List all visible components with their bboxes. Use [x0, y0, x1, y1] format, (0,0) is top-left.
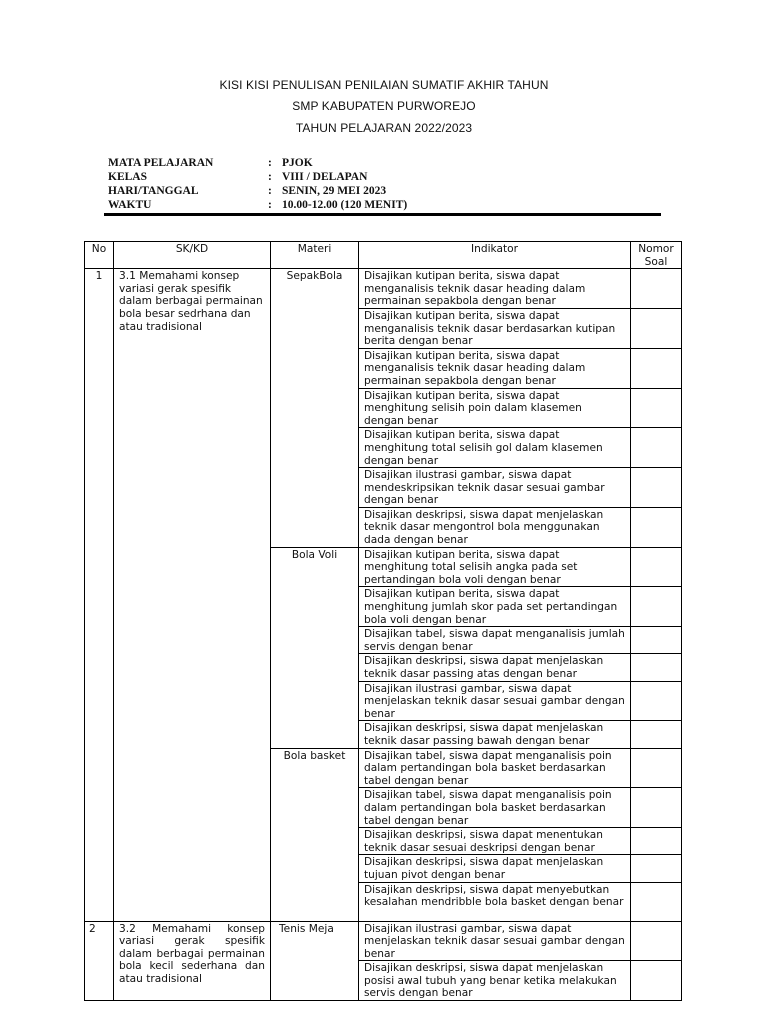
- col-header-materi: Materi: [271, 242, 359, 269]
- row-nomor-soal: [631, 921, 682, 961]
- row-nomor-soal: [631, 308, 682, 348]
- row-indikator: Disajikan kutipan berita, siswa dapat menghitung jumlah skor pada set pertandingan bola voli dengan benar: [359, 587, 631, 627]
- row-indikator: Disajikan kutipan berita, siswa dapat menghitung total selisih angka pada set pertandingan bola voli dengan benar: [359, 547, 631, 587]
- doc-title-line1: KISI KISI PENULISAN PENILAIAN SUMATIF AKHIR TAHUN: [219, 78, 549, 92]
- row-no: 2: [85, 921, 114, 1001]
- kisi-kisi-table: [84, 241, 682, 1001]
- row-materi: Bola basket: [271, 748, 359, 921]
- table-row: [85, 269, 682, 309]
- row-indikator: Disajikan deskripsi, siswa dapat menjelaskan teknik dasar passing atas dengan benar: [359, 654, 631, 681]
- table-row: [85, 921, 682, 961]
- row-nomor-soal: [631, 507, 682, 547]
- row-indikator: Disajikan tabel, siswa dapat menganalisis poin dalam pertandingan bola basket berdasarkan tabel dengan benar: [359, 748, 631, 788]
- row-nomor-soal: [631, 428, 682, 468]
- meta-sep: :: [268, 199, 272, 211]
- row-indikator: Disajikan deskripsi, siswa dapat menentukan teknik dasar sesuai deskripsi dengan benar: [359, 828, 631, 855]
- meta-row: [108, 184, 407, 198]
- row-indikator: Disajikan ilustrasi gambar, siswa dapat mendeskripsikan teknik dasar sesuai gambar dengan benar: [359, 468, 631, 508]
- meta-row: [108, 156, 407, 170]
- meta-key: HARI/TANGGAL: [108, 185, 199, 197]
- row-skkd: 3.2 Memahami konsep variasi gerak spesifik dalam berbagai permainan bola kecil sederhana dan atau tradisional: [114, 921, 271, 1001]
- col-header-nomor-soal: Nomor Soal: [631, 242, 682, 269]
- row-materi: SepakBola: [271, 269, 359, 547]
- row-nomor-soal: [631, 748, 682, 788]
- row-indikator: Disajikan tabel, siswa dapat menganalisis poin dalam pertandingan bola basket berdasarkan tabel dengan benar: [359, 788, 631, 828]
- row-indikator: Disajikan deskripsi, siswa dapat menjelaskan teknik dasar passing bawah dengan benar: [359, 721, 631, 748]
- meta-block: [108, 156, 407, 212]
- row-nomor-soal: [631, 721, 682, 748]
- meta-value: 10.00-12.00 (120 MENIT): [282, 199, 408, 211]
- row-indikator: Disajikan deskripsi, siswa dapat menyebutkan kesalahan mendribble bola basket dengan benar: [359, 882, 631, 921]
- row-indikator: Disajikan kutipan berita, siswa dapat menghitung selisih poin dalam klasemen dengan benar: [359, 388, 631, 428]
- table-header-row: [85, 242, 682, 269]
- row-indikator: Disajikan deskripsi, siswa dapat menjelaskan teknik dasar mengontrol bola menggunakan dada dengan benar: [359, 507, 631, 547]
- row-nomor-soal: [631, 788, 682, 828]
- row-skkd: 3.1 Memahami konsep variasi gerak spesifik dalam berbagai permainan bola besar sedrhana dan atau tradisional: [114, 269, 271, 921]
- meta-sep: :: [268, 185, 272, 197]
- row-nomor-soal: [631, 654, 682, 681]
- meta-sep: :: [268, 157, 272, 169]
- row-materi: Tenis Meja: [271, 921, 359, 1001]
- row-nomor-soal: [631, 269, 682, 309]
- meta-value: PJOK: [282, 157, 313, 169]
- doc-title-line3: TAHUN PELAJARAN 2022/2023: [295, 121, 473, 135]
- row-indikator: Disajikan tabel, siswa dapat menganalisis jumlah servis dengan benar: [359, 627, 631, 654]
- meta-key: MATA PELAJARAN: [108, 157, 214, 169]
- row-nomor-soal: [631, 627, 682, 654]
- meta-value: VIII / DELAPAN: [282, 171, 368, 183]
- row-nomor-soal: [631, 587, 682, 627]
- row-nomor-soal: [631, 468, 682, 508]
- row-no: 1: [85, 269, 114, 921]
- row-indikator: Disajikan deskripsi, siswa dapat menjelaskan tujuan pivot dengan benar: [359, 855, 631, 882]
- row-nomor-soal: [631, 855, 682, 882]
- col-header-skkd: SK/KD: [114, 242, 271, 269]
- meta-row: [108, 198, 407, 212]
- row-nomor-soal: [631, 388, 682, 428]
- row-nomor-soal: [631, 681, 682, 721]
- meta-row: [108, 170, 407, 184]
- col-header-no: No: [85, 242, 114, 269]
- row-indikator: Disajikan kutipan berita, siswa dapat menghitung total selisih gol dalam klasemen dengan benar: [359, 428, 631, 468]
- row-indikator: Disajikan kutipan berita, siswa dapat menganalisis teknik dasar heading dalam permainan sepakbola dengan benar: [359, 348, 631, 388]
- meta-key: WAKTU: [108, 199, 152, 211]
- row-nomor-soal: [631, 547, 682, 587]
- row-materi: Bola Voli: [271, 547, 359, 748]
- row-nomor-soal: [631, 882, 682, 921]
- row-indikator: Disajikan kutipan berita, siswa dapat menganalisis teknik dasar berdasarkan kutipan berita dengan benar: [359, 308, 631, 348]
- row-indikator: Disajikan ilustrasi gambar, siswa dapat menjelaskan teknik dasar sesuai gambar dengan benar: [359, 681, 631, 721]
- row-nomor-soal: [631, 828, 682, 855]
- doc-title-line2: SMP KABUPATEN PURWOREJO: [292, 99, 476, 113]
- row-nomor-soal: [631, 348, 682, 388]
- header-divider: [104, 213, 661, 216]
- meta-value: SENIN, 29 MEI 2023: [282, 185, 387, 197]
- meta-sep: :: [268, 171, 272, 183]
- row-indikator: Disajikan kutipan berita, siswa dapat menganalisis teknik dasar heading dalam permainan sepakbola dengan benar: [359, 269, 631, 309]
- row-indikator: Disajikan deskripsi, siswa dapat menjelaskan posisi awal tubuh yang benar ketika melakukan servis dengan benar: [359, 961, 631, 1001]
- col-header-indikator: Indikator: [359, 242, 631, 269]
- row-indikator: Disajikan ilustrasi gambar, siswa dapat menjelaskan teknik dasar sesuai gambar dengan benar: [359, 921, 631, 961]
- row-nomor-soal: [631, 961, 682, 1001]
- meta-key: KELAS: [108, 171, 147, 183]
